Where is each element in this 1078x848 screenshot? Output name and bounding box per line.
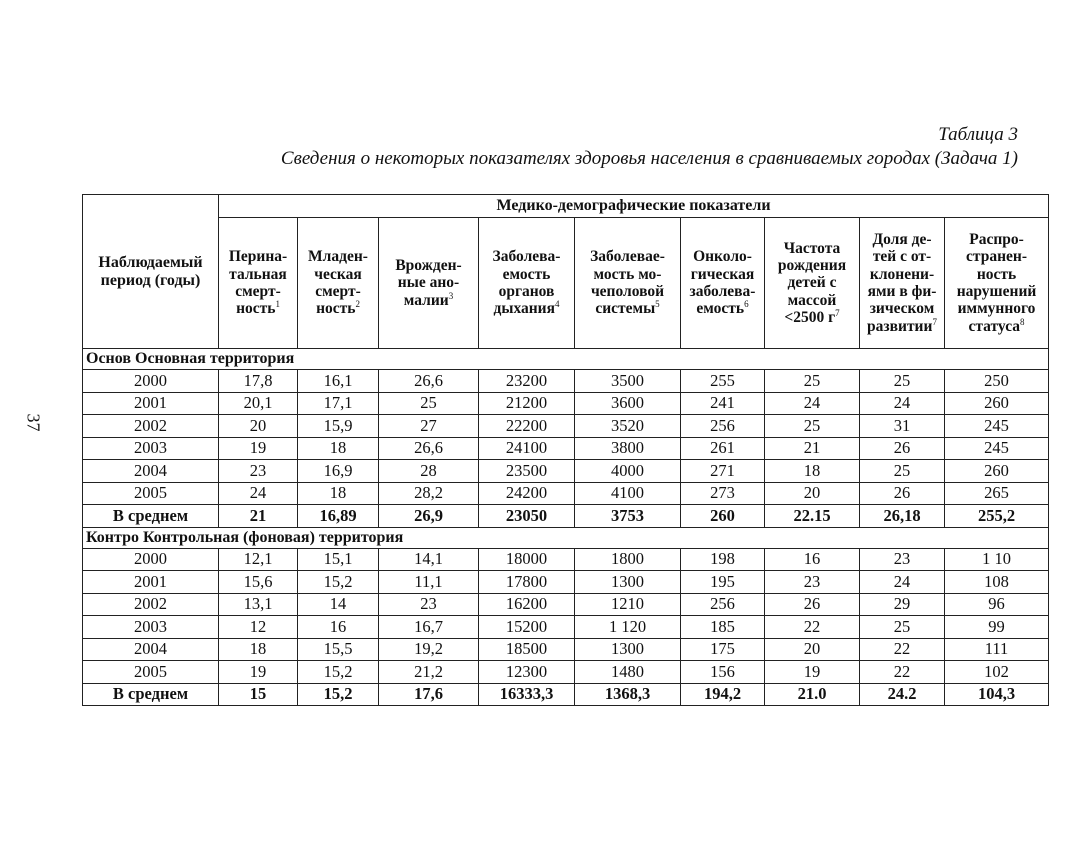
value-cell: 12,1 <box>219 548 298 571</box>
value-cell: 17,8 <box>219 370 298 393</box>
value-cell: 22 <box>765 616 860 639</box>
value-cell: 15,6 <box>219 571 298 594</box>
table-row <box>83 616 1049 639</box>
value-cell: 23 <box>860 548 945 571</box>
value-cell: 255,2 <box>945 505 1049 528</box>
value-cell: 18500 <box>479 638 575 661</box>
value-cell: 15,2 <box>298 683 379 706</box>
column-header-label: Доля де- тей с от- клонени- ями в фи- зическом развитии <box>867 230 937 335</box>
value-cell: 25 <box>860 616 945 639</box>
period-cell: В среднем <box>83 505 219 528</box>
period-cell: 2005 <box>83 661 219 684</box>
value-cell: 23050 <box>479 505 575 528</box>
value-cell: 21.0 <box>765 683 860 706</box>
value-cell: 1 120 <box>575 616 681 639</box>
period-column-header: Наблюдаемый период (годы) <box>83 195 219 349</box>
value-cell: 1480 <box>575 661 681 684</box>
value-cell: 185 <box>681 616 765 639</box>
value-cell: 260 <box>945 460 1049 483</box>
value-cell: 15 <box>219 683 298 706</box>
value-cell: 20 <box>765 482 860 505</box>
value-cell: 24200 <box>479 482 575 505</box>
period-cell: 2004 <box>83 638 219 661</box>
value-cell: 99 <box>945 616 1049 639</box>
value-cell: 4100 <box>575 482 681 505</box>
table-row <box>83 370 1049 393</box>
value-cell: 17,6 <box>379 683 479 706</box>
value-cell: 23500 <box>479 460 575 483</box>
value-cell: 26 <box>860 482 945 505</box>
value-cell: 17800 <box>479 571 575 594</box>
column-header-label: Онколо- гическая заболева- емость <box>689 248 756 318</box>
value-cell: 19 <box>765 661 860 684</box>
value-cell: 24100 <box>479 437 575 460</box>
value-cell: 1210 <box>575 593 681 616</box>
value-cell: 24 <box>765 392 860 415</box>
value-cell: 96 <box>945 593 1049 616</box>
value-cell: 20 <box>765 638 860 661</box>
column-header-label: Распро- странен- ность нарушений иммунного статуса <box>956 230 1037 335</box>
value-cell: 271 <box>681 460 765 483</box>
value-cell: 111 <box>945 638 1049 661</box>
footnote-marker: 7 <box>932 316 937 327</box>
value-cell: 25 <box>765 370 860 393</box>
column-header-label: Заболева- емость органов дыхания <box>492 248 561 318</box>
value-cell: 18 <box>219 638 298 661</box>
column-header-label: Перина- тальная смерт- ность <box>228 248 288 318</box>
value-cell: 1300 <box>575 638 681 661</box>
value-cell: 26,6 <box>379 370 479 393</box>
value-cell: 21200 <box>479 392 575 415</box>
indicator-column-header <box>765 218 860 349</box>
value-cell: 15,5 <box>298 638 379 661</box>
period-cell: 2001 <box>83 392 219 415</box>
indicator-column-header <box>298 218 379 349</box>
value-cell: 23 <box>379 593 479 616</box>
section-header-row <box>83 349 1049 370</box>
table-row <box>83 482 1049 505</box>
value-cell: 19 <box>219 661 298 684</box>
value-cell: 3500 <box>575 370 681 393</box>
table-row <box>83 571 1049 594</box>
value-cell: 28 <box>379 460 479 483</box>
health-indicators-table <box>82 194 1049 706</box>
indicators-group-header: Медико-демографические показатели <box>219 195 1049 218</box>
value-cell: 11,1 <box>379 571 479 594</box>
value-cell: 260 <box>945 392 1049 415</box>
value-cell: 3520 <box>575 415 681 438</box>
value-cell: 28,2 <box>379 482 479 505</box>
value-cell: 194,2 <box>681 683 765 706</box>
value-cell: 22.15 <box>765 505 860 528</box>
value-cell: 1368,3 <box>575 683 681 706</box>
value-cell: 26,18 <box>860 505 945 528</box>
value-cell: 16,7 <box>379 616 479 639</box>
table-row <box>83 460 1049 483</box>
average-row <box>83 683 1049 706</box>
table-row <box>83 392 1049 415</box>
column-header-label: Врожден- ные ано- малии <box>395 256 462 309</box>
value-cell: 25 <box>765 415 860 438</box>
period-cell: 2004 <box>83 460 219 483</box>
value-cell: 18000 <box>479 548 575 571</box>
period-cell: 2000 <box>83 370 219 393</box>
value-cell: 3600 <box>575 392 681 415</box>
value-cell: 22 <box>860 638 945 661</box>
value-cell: 21 <box>765 437 860 460</box>
value-cell: 27 <box>379 415 479 438</box>
value-cell: 3800 <box>575 437 681 460</box>
value-cell: 15200 <box>479 616 575 639</box>
value-cell: 18 <box>298 437 379 460</box>
column-header-label: Заболевае- мость мо- чеполовой системы <box>590 248 665 318</box>
value-cell: 25 <box>860 460 945 483</box>
value-cell: 260 <box>681 505 765 528</box>
indicator-column-header <box>219 218 298 349</box>
value-cell: 156 <box>681 661 765 684</box>
value-cell: 1 10 <box>945 548 1049 571</box>
column-header-label: Частота рождения детей с массой <2500 г <box>777 239 847 327</box>
period-cell: 2002 <box>83 593 219 616</box>
indicator-column-header <box>860 218 945 349</box>
value-cell: 26,9 <box>379 505 479 528</box>
period-cell: 2003 <box>83 437 219 460</box>
footnote-marker: 7 <box>835 307 840 318</box>
value-cell: 22 <box>860 661 945 684</box>
value-cell: 24 <box>860 571 945 594</box>
value-cell: 12300 <box>479 661 575 684</box>
value-cell: 16,1 <box>298 370 379 393</box>
value-cell: 17,1 <box>298 392 379 415</box>
value-cell: 26 <box>765 593 860 616</box>
footnote-marker: 6 <box>744 299 749 310</box>
value-cell: 23200 <box>479 370 575 393</box>
section-title: Контро Контрольная (фоновая) территория <box>83 527 1049 548</box>
period-cell: 2001 <box>83 571 219 594</box>
indicator-column-header <box>479 218 575 349</box>
value-cell: 21 <box>219 505 298 528</box>
value-cell: 1300 <box>575 571 681 594</box>
period-cell: 2003 <box>83 616 219 639</box>
indicator-column-header <box>379 218 479 349</box>
value-cell: 14,1 <box>379 548 479 571</box>
value-cell: 4000 <box>575 460 681 483</box>
value-cell: 16,89 <box>298 505 379 528</box>
value-cell: 16200 <box>479 593 575 616</box>
value-cell: 19,2 <box>379 638 479 661</box>
value-cell: 24.2 <box>860 683 945 706</box>
value-cell: 31 <box>860 415 945 438</box>
value-cell: 24 <box>860 392 945 415</box>
footnote-marker: 1 <box>275 299 280 310</box>
period-cell: В среднем <box>83 683 219 706</box>
value-cell: 18 <box>765 460 860 483</box>
section-title: Основ Основная территория <box>83 349 1049 370</box>
value-cell: 26 <box>860 437 945 460</box>
value-cell: 175 <box>681 638 765 661</box>
table-row <box>83 638 1049 661</box>
value-cell: 15,2 <box>298 571 379 594</box>
table-label: Таблица 3 <box>938 124 1018 145</box>
value-cell: 198 <box>681 548 765 571</box>
value-cell: 250 <box>945 370 1049 393</box>
page-number: 37 <box>23 413 44 432</box>
footnote-marker: 3 <box>448 290 454 301</box>
value-cell: 102 <box>945 661 1049 684</box>
value-cell: 104,3 <box>945 683 1049 706</box>
value-cell: 19 <box>219 437 298 460</box>
footnote-marker: 8 <box>1020 316 1025 327</box>
value-cell: 24 <box>219 482 298 505</box>
value-cell: 18 <box>298 482 379 505</box>
value-cell: 245 <box>945 437 1049 460</box>
indicator-column-header <box>681 218 765 349</box>
value-cell: 245 <box>945 415 1049 438</box>
value-cell: 256 <box>681 593 765 616</box>
value-cell: 23 <box>765 571 860 594</box>
footnote-marker: 4 <box>555 299 560 310</box>
footnote-marker: 2 <box>355 299 360 310</box>
value-cell: 265 <box>945 482 1049 505</box>
value-cell: 16,9 <box>298 460 379 483</box>
column-header-label: Младен- ческая смерт- ность <box>308 248 368 318</box>
indicator-column-header <box>575 218 681 349</box>
table-row <box>83 661 1049 684</box>
indicator-column-header <box>945 218 1049 349</box>
average-row <box>83 505 1049 528</box>
value-cell: 15,1 <box>298 548 379 571</box>
value-cell: 21,2 <box>379 661 479 684</box>
period-cell: 2002 <box>83 415 219 438</box>
table-row <box>83 437 1049 460</box>
value-cell: 22200 <box>479 415 575 438</box>
value-cell: 16 <box>298 616 379 639</box>
value-cell: 195 <box>681 571 765 594</box>
value-cell: 108 <box>945 571 1049 594</box>
period-cell: 2005 <box>83 482 219 505</box>
footnote-marker: 5 <box>655 299 660 310</box>
value-cell: 241 <box>681 392 765 415</box>
value-cell: 3753 <box>575 505 681 528</box>
value-cell: 16 <box>765 548 860 571</box>
value-cell: 25 <box>860 370 945 393</box>
value-cell: 16333,3 <box>479 683 575 706</box>
value-cell: 23 <box>219 460 298 483</box>
value-cell: 26,6 <box>379 437 479 460</box>
value-cell: 256 <box>681 415 765 438</box>
table-row <box>83 415 1049 438</box>
value-cell: 20,1 <box>219 392 298 415</box>
value-cell: 15,2 <box>298 661 379 684</box>
table-row <box>83 548 1049 571</box>
value-cell: 1800 <box>575 548 681 571</box>
table-row <box>83 593 1049 616</box>
value-cell: 273 <box>681 482 765 505</box>
value-cell: 20 <box>219 415 298 438</box>
section-header-row <box>83 527 1049 548</box>
value-cell: 14 <box>298 593 379 616</box>
value-cell: 12 <box>219 616 298 639</box>
value-cell: 29 <box>860 593 945 616</box>
value-cell: 25 <box>379 392 479 415</box>
value-cell: 255 <box>681 370 765 393</box>
value-cell: 13,1 <box>219 593 298 616</box>
table-title: Сведения о некоторых показателях здоровья населения в сравниваемых городах (Задача 1) <box>280 148 1018 169</box>
value-cell: 15,9 <box>298 415 379 438</box>
period-cell: 2000 <box>83 548 219 571</box>
value-cell: 261 <box>681 437 765 460</box>
